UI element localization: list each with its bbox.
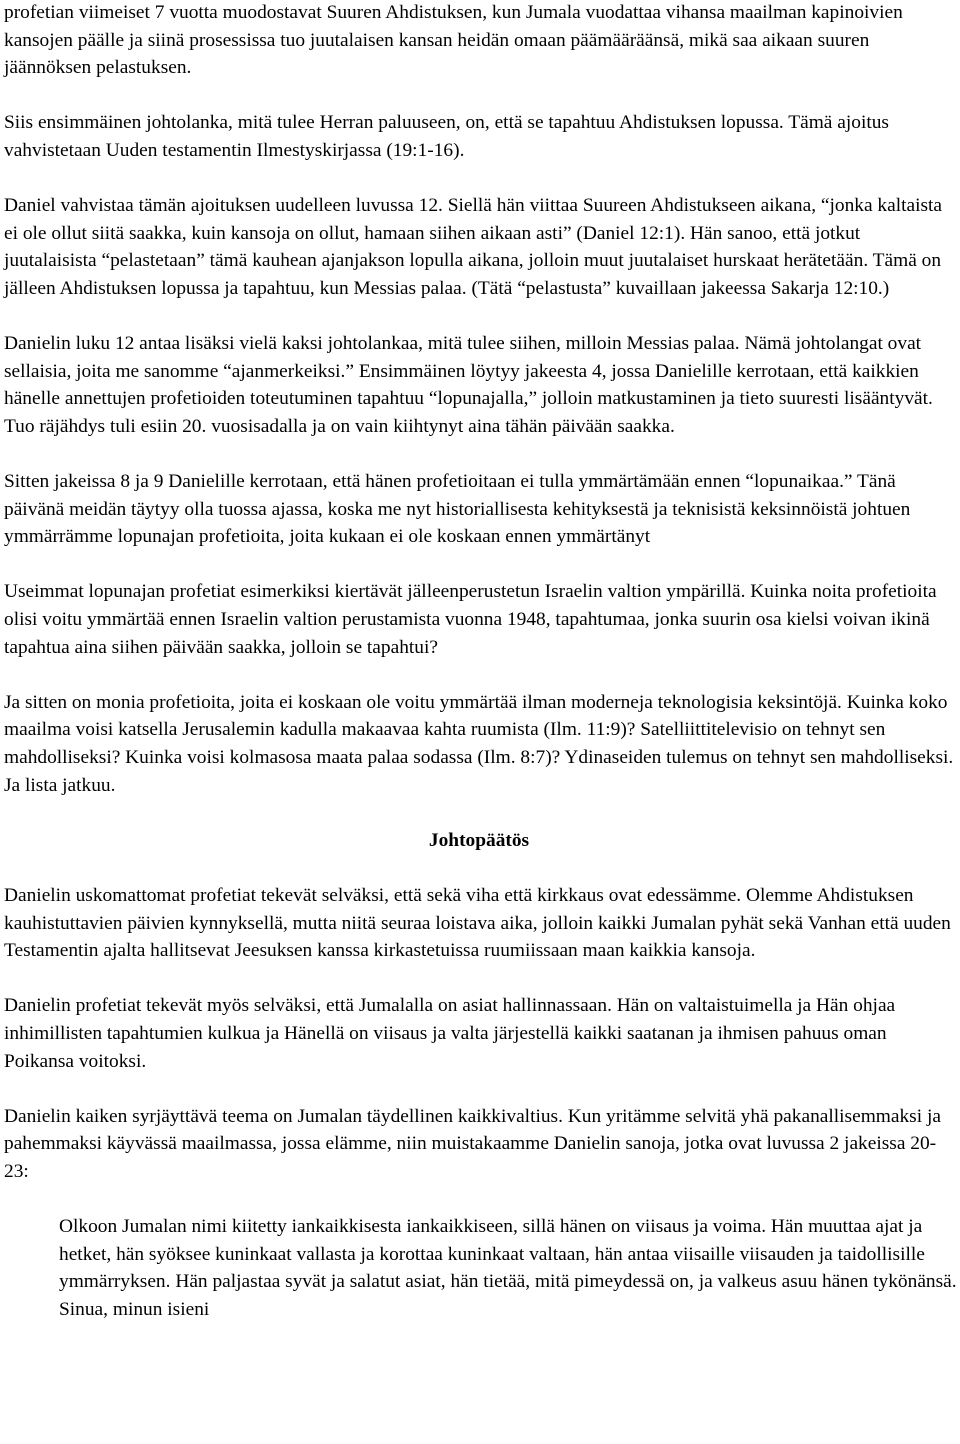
paragraph-sovereignty-theme: Danielin kaiken syrjäyttävä teema on Jumalan täydellinen kaikkivaltius. Kun yritämme selvitä yhä pakanallisemmaksi ja pahemmaksi käyvässä maailmassa, jossa elämme, niin muistakaamme Danielin sanoja, jotka ovat luvussa 2 jakeissa 20-23: — [4, 1105, 941, 1182]
paragraph-daniel-12: Daniel vahvistaa tämän ajoituksen uudelleen luvussa 12. Siellä hän viittaa Suureen Ahdistukseen aikana, “jonka kaltaista ei ole ollut siitä saakka, kuin kansoja on ollut, hamaan siihen aikaan asti” (Daniel 12:1). Hän sanoo, että jotkut juutalaisista “pelastetaan” tämä kauhean ajanjakson lopulla aikana, jolloin muut juutalaiset hurskaat herätetään. Tämä on jälleen Ahdistuksen lopussa ja tapahtuu, kun Messias palaa. (Tätä “pelastusta” kuvaillaan jakeessa Sakarja 12:10.) — [4, 195, 943, 299]
paragraph-gap — [4, 551, 954, 579]
paragraph-wrath-and-glory: Danielin uskomattomat profetiat tekevät selväksi, että sekä viha että kirkkaus ovat edessämme. Olemme Ahdistuksen kauhistuttavien päivien kynnyksellä, mutta niitä seuraa loistava aika, jolloin kaikki Jumalan pyhät sekä Vanhan että uuden Testamentin ajalta hallitsevat Jeesuksen kanssa kirkastetuissa ruumiissaan maan kaikkia kansoja. — [4, 885, 951, 962]
paragraph-end-time-understanding: Sitten jakeissa 8 ja 9 Danielille kerrotaan, että hänen profetioitaan ei tulla ymmärtämään ennen “lopunaikaa.” Tänä päivänä meidän täytyy olla tuossa ajassa, koska me nyt historiallisesta kehityksestä ja teknisistä keksinnöistä johtuen ymmärrämme lopunajan profetioita, joita kukaan ei ole koskaan ennen ymmärtänyt — [4, 471, 911, 548]
paragraph-gap — [4, 82, 954, 110]
paragraph-gap — [4, 1075, 954, 1103]
paragraph-gap — [4, 799, 954, 827]
paragraph-first-clue: Siis ensimmäinen johtolanka, mitä tulee Herran paluuseen, on, että se tapahtuu Ahdistuksen lopussa. Tämä ajoitus vahvistetaan Uuden testamentin Ilmestyskirjassa (19:1-16). — [4, 112, 889, 161]
paragraph-god-in-control: Danielin profetiat tekevät myös selväksi, että Jumalalla on asiat hallinnassaan. Hän on valtaistuimella ja Hän ohjaa inhimillisten tapahtumien kulkua ja Hänellä on viisaus ja valta järjestellä kaikki saatanan ja ihmisen pahuus oman Poikansa voitoksi. — [4, 995, 896, 1072]
paragraph-gap — [4, 965, 954, 993]
paragraph-gap — [4, 165, 954, 193]
paragraph-gap — [4, 661, 954, 689]
paragraph-gap — [4, 1186, 954, 1214]
block-quote-daniel-2: Olkoon Jumalan nimi kiitetty iankaikkisesta iankaikkiseen, sillä hänen on viisaus ja voima. Hän muuttaa ajat ja hetket, hän syöksee kuninkaat vallasta ja korottaa kuninkaat valtaan, hän antaa viisaille viisauden ja taidollisille ymmärryksen. Hän paljastaa syvät ja salatut asiat, hän tietää, mitä pimeydessä on, ja valkeus asuu hänen tykönänsä. Sinua, minun isieni — [59, 1216, 957, 1320]
paragraph-gap — [4, 441, 954, 469]
paragraph-gap — [4, 303, 954, 331]
document-page — [4, 0, 957, 1324]
paragraph-israel-prophecies: Useimmat lopunajan profetiat esimerkiksi kiertävät jälleenperustetun Israelin valtion ympärillä. Kuinka noita profetioita olisi voitu ymmärtää ennen Israelin valtion perustamista vuonna 1948, tapahtumaa, jonka suurin osa kielsi voivan ikinä tapahtua aina siihen päivään saakka, jolloin se tapahtui? — [4, 581, 937, 658]
paragraph-gap — [4, 854, 954, 882]
paragraph-tribulation-intro: profetian viimeiset 7 vuotta muodostavat Suuren Ahdistuksen, kun Jumala vuodattaa vihansa maailman kapinoivien kansojen päälle ja siinä prosessissa tuo juutalaisen kansan heidän omaan päämääräänsä, mikä saa aikaan suuren jäännöksen pelastuksen. — [4, 2, 903, 79]
paragraph-signs-of-times: Danielin luku 12 antaa lisäksi vielä kaksi johtolankaa, mitä tulee siihen, milloin Messias palaa. Nämä johtolangat ovat sellaisia, joita me sanomme “ajanmerkeiksi.” Ensimmäinen löytyy jakeesta 4, jossa Danielille kerrotaan, että kaikkien hänelle annettujen profetioiden toteutuminen tapahtuu “lopunajalla,” jolloin matkustaminen ja tieto suuresti lisääntyvät. Tuo räjähdys tuli esiin 20. vuosisadalla ja on vain kiihtynyt aina tähän päivään saakka. — [4, 333, 933, 437]
section-heading-conclusion: Johtopäätös — [428, 829, 530, 851]
paragraph-technology-prophecies: Ja sitten on monia profetioita, joita ei koskaan ole voitu ymmärtää ilman moderneja teknologisia keksintöjä. Kuinka koko maailma voisi katsella Jerusalemin kadulla makaavaa kahta ruumista (Ilm. 11:9)? Satelliittitelevisio on tehnyt sen mahdolliseksi? Kuinka voisi kolmasosa maata palaa sodassa (Ilm. 8:7)? Ydinaseiden tulemus on tehnyt sen mahdolliseksi. Ja lista jatkuu. — [4, 691, 954, 796]
